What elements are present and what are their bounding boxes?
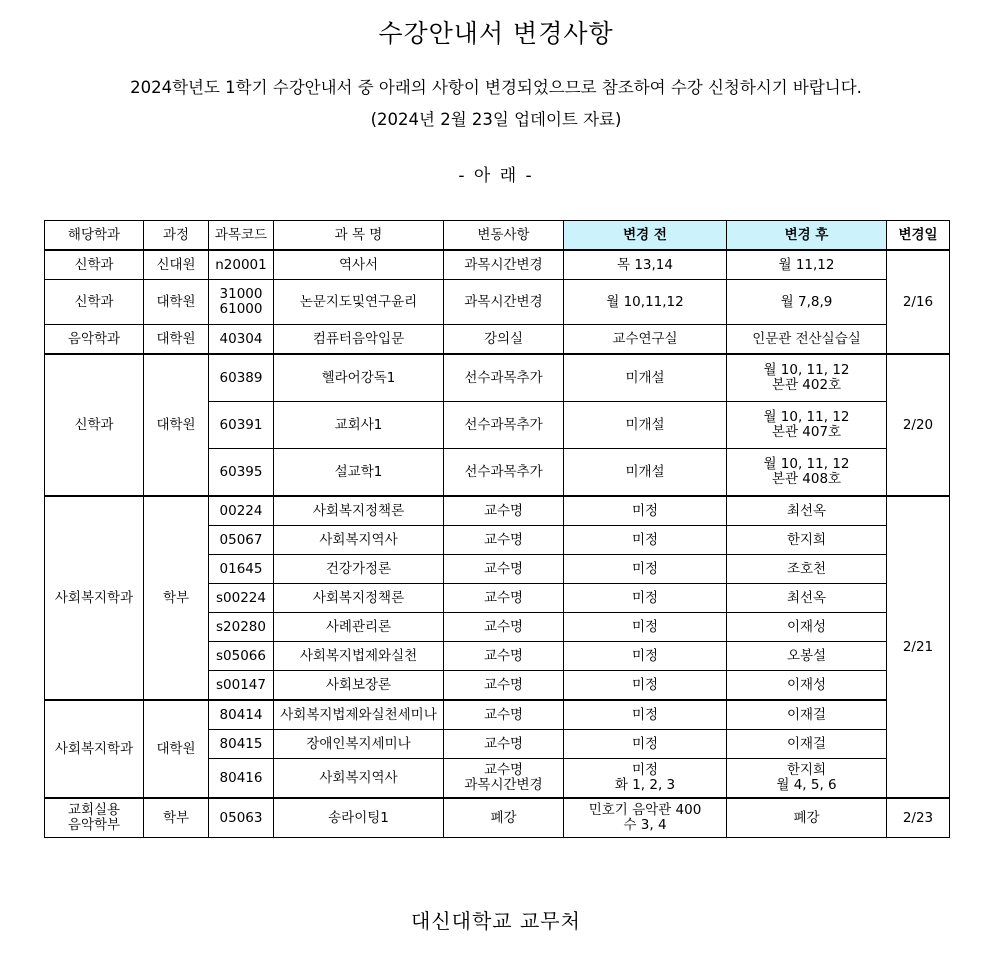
after-cell: 최선옥 [727,496,887,526]
course-name-cell: 사례관리론 [274,613,444,642]
after-cell: 이재성 [727,613,887,642]
before-cell [564,759,727,799]
after-cell [727,354,887,402]
intro-text: 2024학년도 1학기 수강안내서 중 아래의 사항이 변경되었으므로 참조하여 수강 신청하시기 바랍니다. [130,78,862,97]
course-name-cell: 사회복지정책론 [274,496,444,526]
after-line: 월 10, 11, 12 [763,456,850,472]
course-code-cell: 01645 [209,555,274,584]
header-before: 변경 전 [564,221,727,251]
after-cell: 이재성 [727,671,887,701]
document-title: 수강안내서 변경사항 [378,19,614,48]
before-cell: 미정 [564,671,727,701]
before-cell: 미정 [564,584,727,613]
change-type-cell: 과목시간변경 [444,280,564,325]
header-change-date: 변경일 [887,221,950,251]
after-cell: 이재걸 [727,700,887,730]
course-code-line: 61000 [219,301,263,317]
course-name-cell: 사회복지법제와실천세미나 [274,700,444,730]
after-cell: 한지희 [727,526,887,555]
course-name-cell: 건강가정론 [274,555,444,584]
course-level-cell: 대학원 [144,700,209,798]
change-type-cell: 교수명 [444,526,564,555]
table-row [45,496,950,526]
course-name-cell: 사회복지법제와실천 [274,642,444,671]
table-row [45,325,950,355]
header-course-level: 과정 [144,221,209,251]
course-name-cell: 사회보장론 [274,671,444,701]
after-cell [727,402,887,449]
after-cell [727,759,887,799]
course-code-cell: 60389 [209,354,274,402]
after-cell: 조호천 [727,555,887,584]
change-type-cell: 교수명 [444,730,564,759]
footer-issuer: 대신대학교 교무처 [411,909,581,933]
course-name-cell: 사회복지정책론 [274,584,444,613]
before-cell: 미정 [564,730,727,759]
department-cell: 신학과 [45,250,144,280]
change-type-cell: 교수명 [444,700,564,730]
course-code-cell: s00147 [209,671,274,701]
update-note: (2024년 2월 23일 업데이트 자료) [370,110,622,129]
before-cell: 미정 [564,700,727,730]
after-cell: 월 11,12 [727,250,887,280]
department-cell: 사회복지학과 [45,496,144,700]
change-type-cell [444,759,564,799]
after-cell: 월 7,8,9 [727,280,887,325]
course-code-cell [209,325,274,355]
department-line: 음악학부 [67,817,121,833]
change-type-cell: 교수명 [444,584,564,613]
course-changes-table [44,220,950,838]
after-cell [727,449,887,497]
before-cell: 미정 [564,496,727,526]
after-cell: 인문관 전산실습실 [727,325,887,355]
department-line: 교회실용 [67,802,121,818]
header-course-code: 과목코드 [209,221,274,251]
before-cell: 목 13,14 [564,250,727,280]
before-cell: 미개설 [564,449,727,497]
table-row [45,354,950,402]
before-cell: 미정 [564,526,727,555]
course-code-cell: 05063 [209,798,274,838]
table-row [45,798,950,838]
change-type-cell: 교수명 [444,496,564,526]
before-cell: 미개설 [564,402,727,449]
before-cell: 미개설 [564,354,727,402]
course-code-cell: s20280 [209,613,274,642]
after-cell: 폐강 [727,798,887,838]
course-code-cell [209,280,274,325]
before-line: 미정 [631,762,659,778]
before-cell: 미정 [564,613,727,642]
course-code-cell: 00224 [209,496,274,526]
course-code-line: 40304 [219,330,263,347]
course-name-cell: 송라이팅1 [274,798,444,838]
before-line: 화 1, 2, 3 [614,777,676,793]
course-name-cell: 설교학1 [274,449,444,497]
change-type-cell: 과목시간변경 [444,250,564,280]
course-level-cell: 신대원 [144,250,209,280]
after-cell: 최선옥 [727,584,887,613]
after-line: 한지희 [786,762,827,778]
course-code-line: n20001 [215,256,267,273]
course-code-cell: 80415 [209,730,274,759]
change-date-cell: 2/16 [887,250,950,354]
department-cell: 신학과 [45,280,144,325]
after-cell: 오봉설 [727,642,887,671]
header-change-type: 변동사항 [444,221,564,251]
course-code-cell: 60395 [209,449,274,497]
header-after: 변경 후 [727,221,887,251]
course-code-cell: s00224 [209,584,274,613]
course-code-cell: 05067 [209,526,274,555]
table-row [45,250,950,280]
below-marker: - 아 래 - [458,166,534,186]
change-date-cell: 2/20 [887,354,950,496]
after-line: 월 10, 11, 12 [763,409,850,425]
after-line: 월 4, 5, 6 [776,777,837,793]
change-type-cell: 교수명 [444,613,564,642]
table-row [45,280,950,325]
after-line: 본관 402호 [771,377,842,393]
course-name-cell: 논문지도및연구윤리 [274,280,444,325]
table-row [45,700,950,730]
change-type-line: 교수명 [483,762,524,778]
course-code-cell [209,250,274,280]
course-name-cell: 사회복지역사 [274,759,444,799]
course-code-cell: 60391 [209,402,274,449]
change-type-line: 과목시간변경 [464,777,543,793]
department-cell: 사회복지학과 [45,700,144,798]
change-type-cell: 교수명 [444,671,564,701]
change-type-cell: 폐강 [444,798,564,838]
course-level-cell: 대학원 [144,354,209,496]
after-line: 본관 407호 [771,424,842,440]
table-header-row [45,221,950,251]
course-level-cell: 학부 [144,496,209,700]
course-level-cell: 학부 [144,798,209,838]
department-cell: 신학과 [45,354,144,496]
department-cell [45,798,144,838]
department-cell: 음악학과 [45,325,144,355]
after-line: 본관 408호 [771,471,842,487]
change-type-cell: 교수명 [444,555,564,584]
change-type-cell: 선수과목추가 [444,449,564,497]
course-name-cell: 사회복지역사 [274,526,444,555]
change-date-cell: 2/21 [887,496,950,798]
course-code-line: 31000 [219,286,263,302]
before-line: 민호기 음악관 400 [588,802,702,818]
before-cell: 교수연구실 [564,325,727,355]
change-type-cell: 강의실 [444,325,564,355]
change-date-cell: 2/23 [887,798,950,838]
header-department: 해당학과 [45,221,144,251]
course-name-cell: 컴퓨터음악입문 [274,325,444,355]
change-type-cell: 선수과목추가 [444,402,564,449]
course-code-cell: 80416 [209,759,274,799]
course-code-cell: s05066 [209,642,274,671]
course-name-cell: 교회사1 [274,402,444,449]
before-line: 수 3, 4 [623,817,667,833]
course-code-cell: 80414 [209,700,274,730]
after-line: 월 10, 11, 12 [763,362,850,378]
before-cell: 미정 [564,555,727,584]
course-level-cell: 대학원 [144,325,209,355]
course-name-cell: 역사서 [274,250,444,280]
change-type-cell: 교수명 [444,642,564,671]
before-cell: 미정 [564,642,727,671]
header-course-name: 과 목 명 [274,221,444,251]
course-level-cell: 대학원 [144,280,209,325]
before-cell: 월 10,11,12 [564,280,727,325]
change-type-cell: 선수과목추가 [444,354,564,402]
after-cell: 이재걸 [727,730,887,759]
course-name-cell: 장애인복지세미나 [274,730,444,759]
before-cell [564,798,727,838]
course-name-cell: 헬라어강독1 [274,354,444,402]
